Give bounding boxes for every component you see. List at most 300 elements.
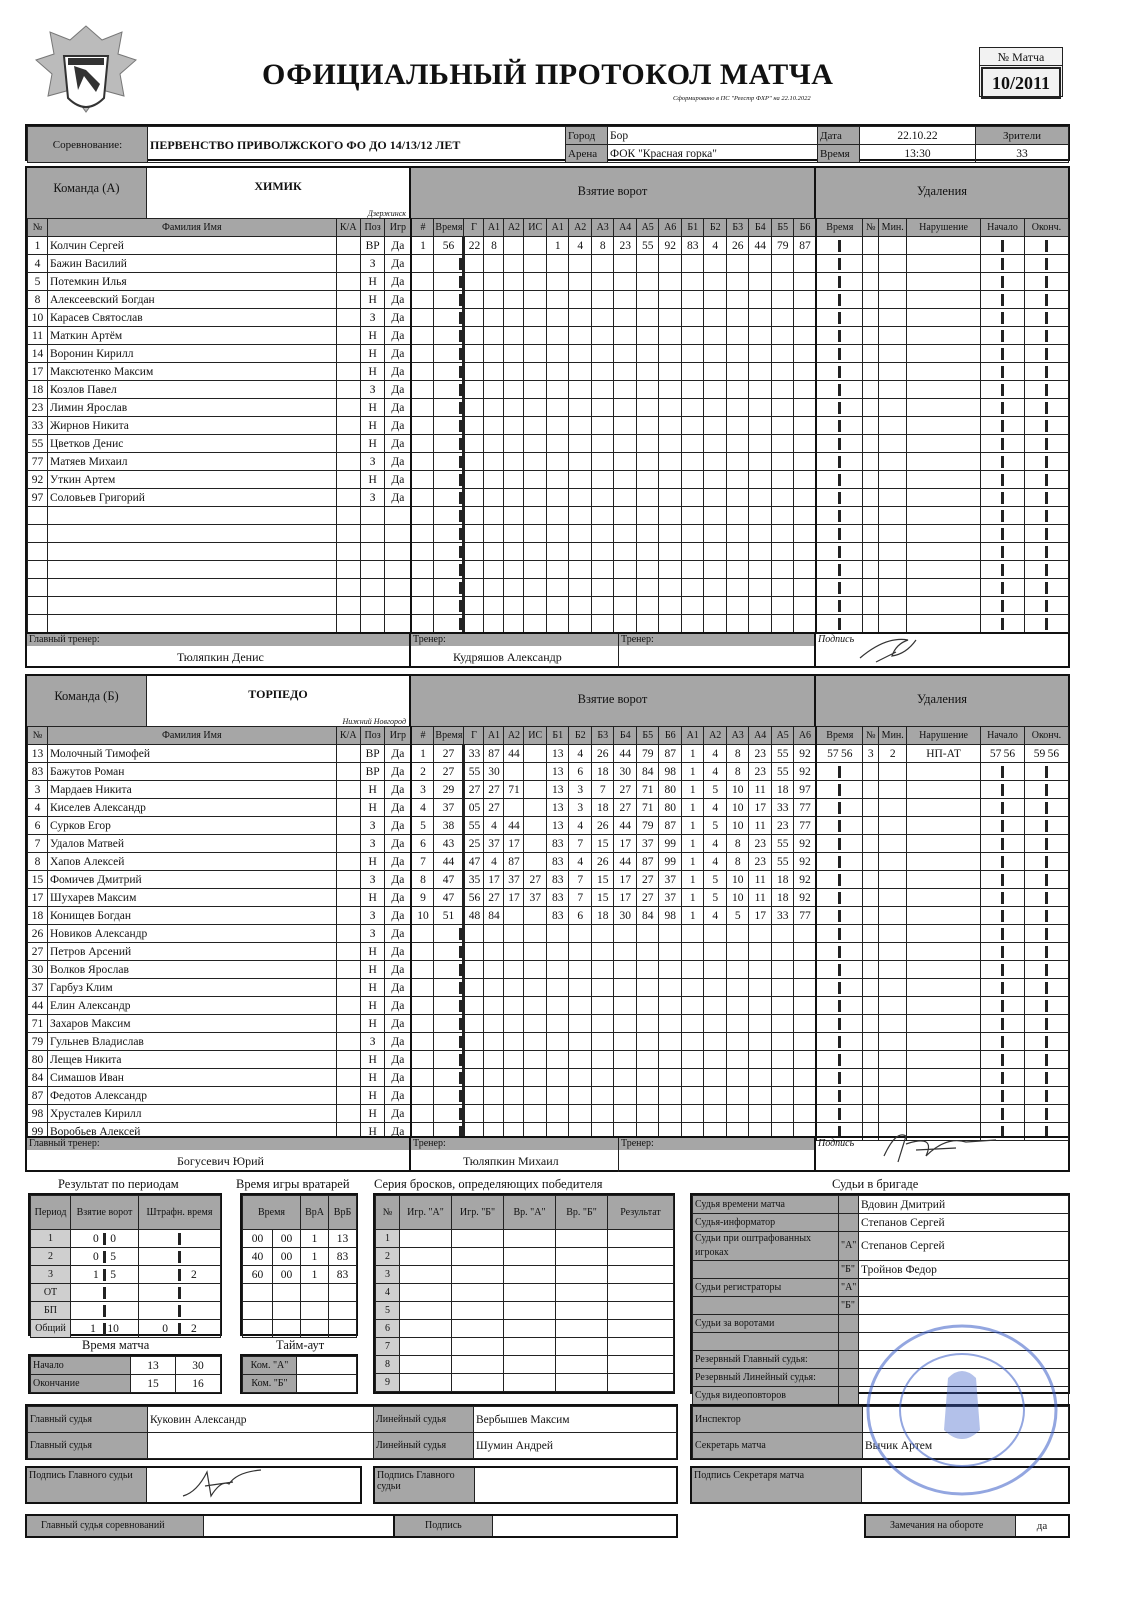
teamA-player-cell [336,579,360,597]
goalie-col-header: ВрБ [329,1196,357,1230]
teamA-player-cell: Да [385,399,412,417]
teamB-goal-cell [591,997,614,1015]
teamA-goal-cell [484,417,504,435]
shootout-cell [608,1320,674,1338]
match-end-mm: 16 [176,1375,221,1393]
team-a-coach2-label: Тренер: [619,634,814,646]
teamA-penalty-cell [1024,507,1068,525]
teamA-goal-cell [681,597,704,615]
teamA-penalty-cell [907,381,981,399]
match-number-label: № Матча [980,48,1062,66]
teamA-goal-cell [749,255,772,273]
teamB-penalty-cell [907,943,981,961]
teamA-penalty-cell [879,507,907,525]
teamA-penalty-cell [879,273,907,291]
teamA-goal-cell [411,399,434,417]
teamB-player-cell: Да [385,835,412,853]
teamB-goal-cell: 37 [659,889,682,907]
teamA-penalty-cell [907,345,981,363]
teamB-penalty-cell [879,943,907,961]
teamA-goal-cell [504,255,524,273]
teamA-goal-cell [591,291,614,309]
teamB-penalty-cell [816,1069,862,1087]
teamB-player-cell: Н [360,1105,384,1123]
teamA-goal-cell [614,381,637,399]
teamB-goal-cell [681,1105,704,1123]
teamA-penalty-cell [1024,345,1068,363]
teamA-goal-cell [524,309,547,327]
teamA-penalty-cell [981,255,1025,273]
teamB-goal-cell [569,961,592,979]
teamA-goal-cell [794,345,817,363]
teamA-player-cell: 17 [28,363,48,381]
teamA-goal-cell [434,291,464,309]
teamA-goal-cell [524,525,547,543]
teamA-goal-cell [484,291,504,309]
teamB-goal-cell: 99 [659,835,682,853]
teamA-pen-col-header: Нарушение [907,219,981,237]
teamB-penalty-cell [907,871,981,889]
teamB-goal-cell [681,925,704,943]
teamA-goal-cell [794,255,817,273]
teamA-goal-cell [659,543,682,561]
teamB-penalty-cell [1024,1069,1068,1087]
teamB-penalty-cell [1024,853,1068,871]
remarks-box [864,1514,1070,1538]
city-label: Город [566,127,608,145]
teamA-penalty-cell [816,309,862,327]
teamB-goal-cell [411,1087,434,1105]
teamA-goal-cell [614,543,637,561]
teamB-goal-cell [524,979,547,997]
team-a-section [25,166,1070,668]
teamA-penalty-cell [1024,615,1068,633]
teamB-goal-col-header: А2 [704,727,727,745]
teamA-penalty-cell [1024,471,1068,489]
teamA-goal-cell [484,507,504,525]
teamB-goal-cell [591,1033,614,1051]
teamB-goal-cell [749,961,772,979]
teamB-goal-cell: 35 [464,871,484,889]
teamB-goal-cell [591,1051,614,1069]
referee-cell: "А" [839,1232,859,1261]
document-subtitle: Сформировано в ПС "Реестр ФХР" на 22.10.2022 [673,95,811,102]
teamA-goal-cell [546,597,569,615]
referee-cell: Судья времени матча [693,1196,839,1214]
teamB-player-cell: 83 [28,763,48,781]
teamA-goal-cell [484,309,504,327]
teamB-goal-cell [794,979,817,997]
teamB-goal-cell: 1 [681,745,704,763]
teamB-goal-cell: 80 [659,781,682,799]
teamA-goal-cell [591,255,614,273]
teamB-goal-cell [504,961,524,979]
teamA-penalty-cell [907,453,981,471]
teamA-penalty-cell [879,345,907,363]
teamB-goal-cell [411,1033,434,1051]
teamA-penalty-cell [879,255,907,273]
teamA-goal-cell [704,579,727,597]
teamA-goal-cell [681,381,704,399]
teamB-goal-cell [434,1051,464,1069]
teamB-goal-cell: 77 [794,907,817,925]
goalie-time-box [240,1193,358,1336]
teamA-player-cell: Уткин Артем [47,471,336,489]
teamB-goal-cell: 17 [504,835,524,853]
teamA-player-cell: Н [360,273,384,291]
teamB-goal-cell [726,1105,749,1123]
team-b-coach-main-label: Главный тренер: [27,1138,409,1150]
teamA-player-cell: 10 [28,309,48,327]
teamB-penalty-cell: НП-АТ [907,745,981,763]
teamA-goal-cell [504,237,524,255]
teamB-goal-cell [569,925,592,943]
teamA-goal-cell [464,309,484,327]
teamA-goal-cell [659,417,682,435]
teamA-goal-cell [636,255,659,273]
referee-cell: "А" [839,1279,859,1297]
teamB-goal-cell [591,1015,614,1033]
teamB-goal-col-header: А2 [504,727,524,745]
teamB-goal-cell: 1 [681,889,704,907]
teamB-goal-cell: 9 [411,889,434,907]
teamA-goal-cell [704,255,727,273]
teamB-penalty-cell [981,1051,1025,1069]
teamA-goal-cell [484,327,504,345]
teamB-penalty-cell [907,1051,981,1069]
teamA-goal-cell [464,597,484,615]
teamA-goal-cell [464,561,484,579]
teamA-goal-cell [524,561,547,579]
teamA-goal-cell [771,291,794,309]
teamB-player-cell: З [360,817,384,835]
teamA-penalty-cell [1024,309,1068,327]
teamA-player-cell [336,363,360,381]
shootout-cell [400,1320,452,1338]
teamB-goal-cell [659,1087,682,1105]
teamA-player-cell: 5 [28,273,48,291]
teamA-goal-cell [771,363,794,381]
teamA-player-cell: З [360,453,384,471]
teamB-goal-cell: 30 [484,763,504,781]
goalie-cell: 00 [273,1230,301,1248]
teamA-goal-cell [464,507,484,525]
teamA-goal-cell [504,381,524,399]
goalie-cell [301,1284,329,1302]
team-a-city: Дзержинск [367,209,406,218]
teamA-goal-col-header: Б4 [749,219,772,237]
period-label: 3 [31,1266,71,1284]
teamA-goal-cell [659,309,682,327]
teamB-player-cell [336,745,360,763]
referee-cell [693,1333,839,1351]
teamB-player-cell: 84 [28,1069,48,1087]
teamB-goal-cell [434,1015,464,1033]
teamA-goal-cell [569,453,592,471]
teamA-goal-cell [749,327,772,345]
period-goals [71,1284,139,1302]
teamA-goal-cell [681,507,704,525]
teamA-penalty-cell [863,399,879,417]
teamA-goal-cell [636,381,659,399]
teamB-goal-cell: 1 [681,835,704,853]
teamB-goal-cell [771,943,794,961]
teamB-goal-cell [464,1015,484,1033]
teamB-goal-cell: 1 [681,763,704,781]
teamA-goal-cell [591,363,614,381]
teamA-goal-cell [726,435,749,453]
teamB-goal-cell [411,925,434,943]
teamB-goal-cell: 84 [636,763,659,781]
period-penalty-time [139,1230,221,1248]
teamA-pen-col-header: Время [816,219,862,237]
teamB-goal-cell: 18 [771,871,794,889]
teamB-player-cell [336,925,360,943]
teamB-penalty-cell [981,1033,1025,1051]
teamB-goal-cell [636,925,659,943]
teamA-goal-cell [484,579,504,597]
teamB-goal-cell [546,961,569,979]
teamA-goal-cell [591,327,614,345]
teamA-goal-cell [614,579,637,597]
teamB-goal-cell: 38 [434,817,464,835]
teamA-penalty-cell [879,615,907,633]
teamA-goal-cell [749,363,772,381]
teamA-goal-cell [504,345,524,363]
teamB-goal-cell [504,1069,524,1087]
teamA-penalty-cell [981,345,1025,363]
teamA-goal-cell [464,543,484,561]
teamB-goal-cell [726,1087,749,1105]
teamB-player-cell: Сурков Егор [47,817,336,835]
teamB-player-cell: Молочный Тимофей [47,745,336,763]
teamB-goal-cell [771,925,794,943]
teamA-penalty-cell [981,417,1025,435]
teamB-goal-cell: 71 [636,781,659,799]
teamA-goal-cell: 26 [726,237,749,255]
teamB-player-cell: Да [385,1087,412,1105]
teamB-player-cell: Фомичев Дмитрий [47,871,336,889]
teamB-col-header: Поз [360,727,384,745]
teamA-goal-cell [434,543,464,561]
teamA-goal-cell [484,255,504,273]
teamA-penalty-cell [816,579,862,597]
team-a-coach-main-label: Главный тренер: [27,634,409,646]
teamB-player-cell: 15 [28,871,48,889]
teamB-goal-cell: 92 [794,871,817,889]
team-a-coach-signature [856,632,926,668]
teamA-goal-cell [794,417,817,435]
teamA-goal-cell: 4 [704,237,727,255]
teamA-player-cell [336,381,360,399]
teamA-goal-cell [659,597,682,615]
teamB-goal-cell: 1 [681,907,704,925]
teamA-goal-cell [614,471,637,489]
shootout-col-header: № [376,1196,400,1230]
teamB-goal-cell [434,997,464,1015]
teamA-goal-cell [659,255,682,273]
teamB-player-cell: Мардаев Никита [47,781,336,799]
goalie-cell: 1 [301,1266,329,1284]
match-end-label: Окончание [31,1375,131,1393]
teamB-goal-cell [726,1051,749,1069]
teamB-goal-cell: 37 [524,889,547,907]
teamA-goal-cell [569,489,592,507]
teamB-goal-cell [411,997,434,1015]
teamA-goal-cell [726,363,749,381]
teamB-penalty-cell [981,1069,1025,1087]
teamA-goal-cell [636,471,659,489]
teamB-goal-cell: 26 [591,853,614,871]
referee-cell: "Б" [839,1297,859,1315]
teamB-goal-cell [484,943,504,961]
teamA-goal-cell [569,561,592,579]
teamB-goal-col-header: Б2 [569,727,592,745]
teamB-goal-cell [524,1051,547,1069]
teamB-penalty-cell [816,997,862,1015]
teamB-penalty-cell [981,979,1025,997]
referee-cell [839,1214,859,1232]
teamA-player-cell: Да [385,345,412,363]
teamA-goal-cell [659,507,682,525]
shootout-cell [608,1302,674,1320]
teamB-player-cell: Лещев Никита [47,1051,336,1069]
teamA-goal-col-header: Б5 [771,219,794,237]
teamA-penalty-cell [981,381,1025,399]
teamB-goal-cell: 18 [591,907,614,925]
teamA-penalty-cell [907,291,981,309]
teamB-goal-col-header: А6 [794,727,817,745]
teamA-goal-cell [546,381,569,399]
teamB-goal-cell [504,799,524,817]
match-number-box [979,47,1063,97]
teamB-goal-cell [794,1087,817,1105]
teamA-goal-cell [524,381,547,399]
teamB-goal-cell [434,1069,464,1087]
teamB-goal-cell [726,979,749,997]
shootout-cell [556,1302,608,1320]
teamB-goal-cell: 8 [726,853,749,871]
teamA-col-header: Игр [385,219,412,237]
teamB-goal-cell [464,1033,484,1051]
teamA-penalty-cell [907,417,981,435]
shootout-cell [608,1284,674,1302]
teamB-penalty-cell [879,781,907,799]
period-label: Общий [31,1320,71,1338]
teamB-goal-cell [546,943,569,961]
teamB-pen-col-header: Начало [981,727,1025,745]
teamA-goal-cell [504,489,524,507]
teamB-goal-cell [704,1069,727,1087]
teamA-goal-cell [569,471,592,489]
teamA-goal-cell [504,561,524,579]
teamB-goal-cell: 4 [569,853,592,871]
teamA-goal-cell [704,453,727,471]
teamB-goal-cell: 17 [749,907,772,925]
teamA-goal-cell [749,417,772,435]
teamB-penalty-cell [981,889,1025,907]
teamA-goal-cell [524,507,547,525]
teamB-player-cell: Н [360,799,384,817]
teamA-penalty-cell [816,489,862,507]
teamB-goal-cell [464,1087,484,1105]
teamA-goal-cell [749,453,772,471]
teamA-goal-cell [749,489,772,507]
teamB-penalty-cell [907,817,981,835]
goalie-time-title: Время игры вратарей [236,1177,350,1191]
teamB-goal-cell: 7 [569,871,592,889]
teamB-goal-cell [411,979,434,997]
teamB-player-cell: Воробьев Алексей [47,1123,336,1141]
teamA-goal-cell [484,345,504,363]
teamA-penalty-cell [907,237,981,255]
teamB-penalty-cell [981,1087,1025,1105]
teamA-goal-cell [704,543,727,561]
teamB-goal-cell [726,997,749,1015]
teamA-penalty-cell [879,327,907,345]
teamA-goal-cell [546,615,569,633]
teamA-goal-cell [704,525,727,543]
teamA-player-cell: Да [385,489,412,507]
goalie-cell: 00 [243,1230,273,1248]
shootout-cell [400,1266,452,1284]
teamA-player-cell: Воронин Кирилл [47,345,336,363]
goalie-cell: 83 [329,1266,357,1284]
teamA-penalty-cell [1024,381,1068,399]
teamB-player-cell: Да [385,979,412,997]
shootout-box [373,1193,675,1394]
teamB-goal-cell [794,1015,817,1033]
teamA-player-cell: Да [385,291,412,309]
teamB-player-cell: 17 [28,889,48,907]
teamA-goal-col-header: Б1 [681,219,704,237]
teamA-goal-cell [794,381,817,399]
teamB-penalty-cell: 59 56 [1024,745,1068,763]
teamB-goal-cell [524,817,547,835]
teamB-goal-cell [749,943,772,961]
timeout-b-label: Ком. "Б" [243,1375,297,1393]
teamB-player-cell: 26 [28,925,48,943]
teamB-goal-cell: 92 [794,889,817,907]
teamA-goal-col-header: # [411,219,434,237]
teamB-goal-cell: 13 [546,817,569,835]
teamB-goal-cell: 3 [411,781,434,799]
goalie-cell [301,1320,329,1338]
teamB-goal-cell [726,1069,749,1087]
teamA-goal-cell [591,453,614,471]
teamB-penalty-cell [907,907,981,925]
teamB-penalty-cell [816,817,862,835]
main-referee-2-label: Главный судья [28,1433,148,1459]
referee-cell: Резервный Линейный судья: [693,1369,839,1387]
teamB-goal-cell: 99 [659,853,682,871]
teamA-penalty-cell [879,237,907,255]
teamA-goal-cell [726,273,749,291]
teamA-goal-cell [546,579,569,597]
teamB-penalty-cell [981,943,1025,961]
teamA-goal-cell [524,237,547,255]
teamA-goal-cell [636,489,659,507]
teamA-goal-cell [726,597,749,615]
teamB-goal-cell [614,943,637,961]
teamA-penalty-cell [816,507,862,525]
teamB-goal-cell: 47 [434,889,464,907]
teamA-goal-cell [434,471,464,489]
teamB-goal-cell [794,1051,817,1069]
teamA-player-cell [28,507,48,525]
goalie-cell: 1 [301,1248,329,1266]
teamB-penalty-cell [816,1051,862,1069]
